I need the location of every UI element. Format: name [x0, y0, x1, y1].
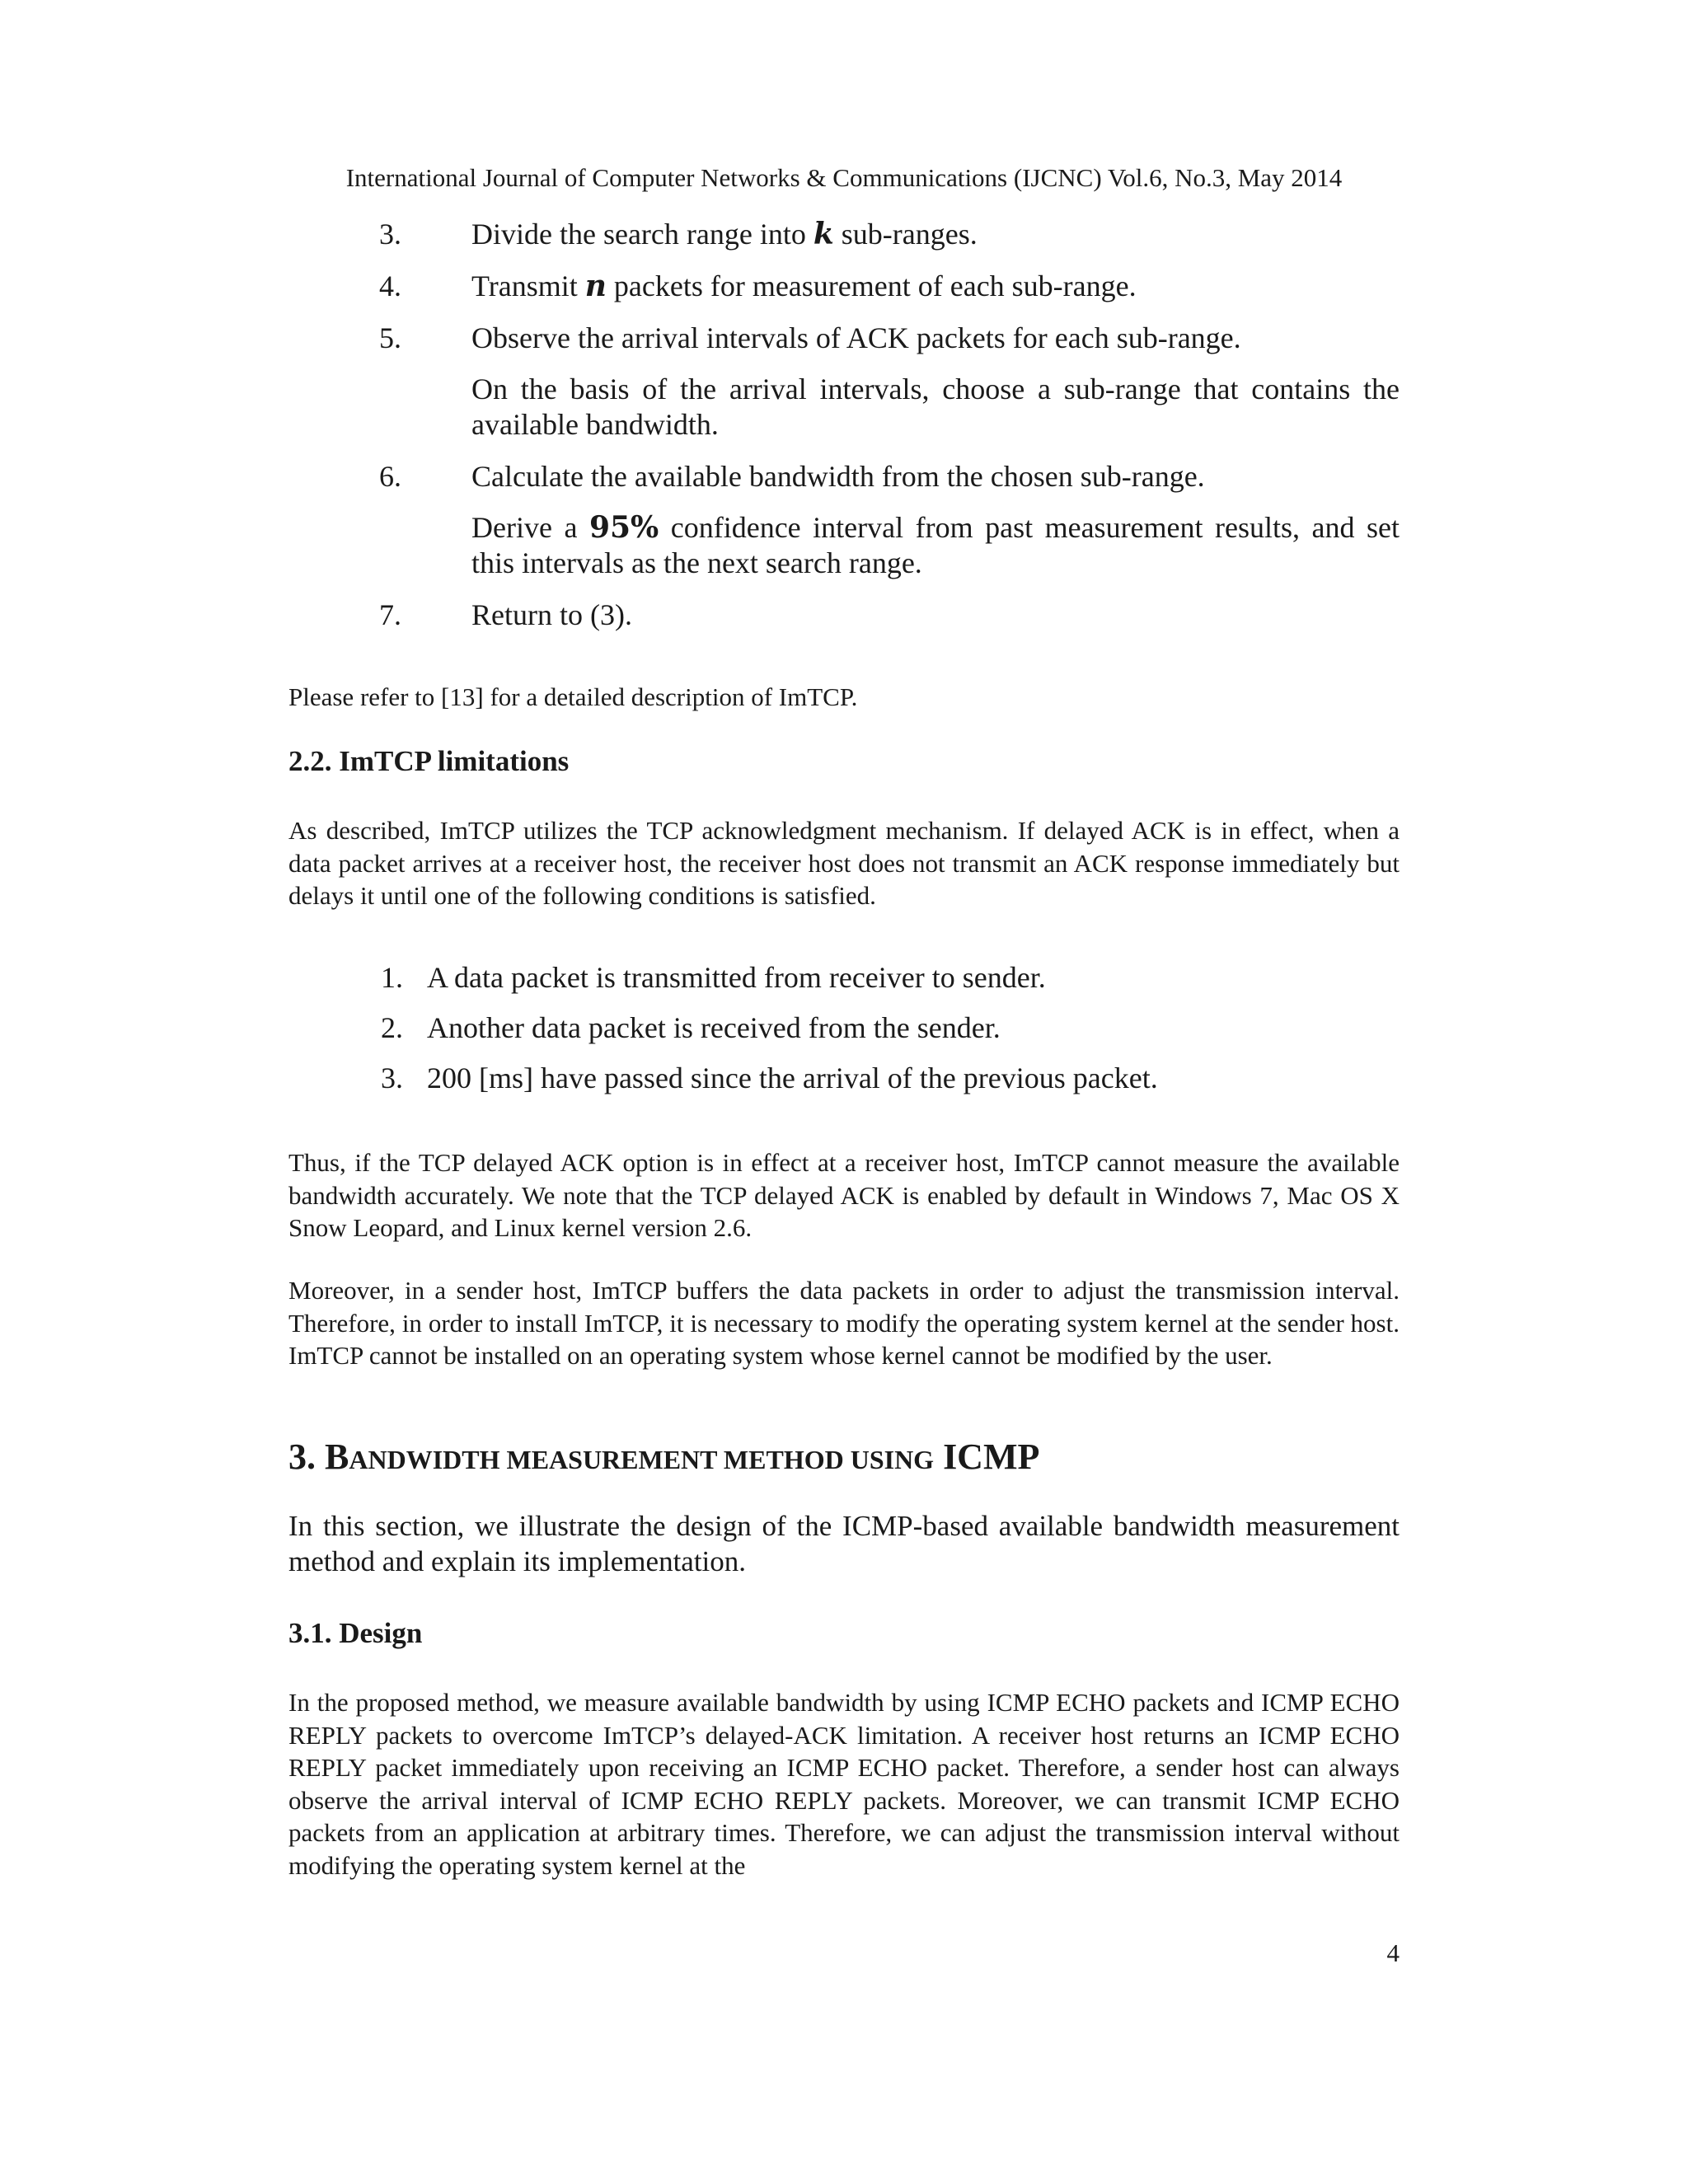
condition-number: 3.: [381, 1062, 403, 1094]
math-symbol: n: [584, 269, 607, 303]
step-note: On the basis of the arrival intervals, choose a sub-range that contains the available bandwidth.: [471, 373, 1400, 441]
condition-text: 200 [ms] have passed since the arrival of the previous packet.: [427, 1062, 1158, 1094]
step-number: 6.: [379, 460, 401, 493]
section-heading-3-1: 3.1. Design: [288, 1617, 423, 1649]
running-header: International Journal of Computer Networks & Communications (IJCNC) Vol.6, No.3, May 2014: [345, 163, 1343, 192]
step-item: [379, 458, 1400, 494]
conditions-list: [381, 959, 1400, 1110]
step-text: Observe the arrival intervals of ACK packets for each sub-range.: [471, 321, 1241, 354]
step-text: Return to (3).: [471, 598, 632, 631]
page-number: 4: [1386, 1938, 1400, 1967]
step-item: [379, 268, 1400, 304]
step-item: [379, 216, 1400, 252]
section-2-2-paragraph: Moreover, in a sender host, ImTCP buffers the data packets in order to adjust the transmission interval. Therefore, in order to install ImTCP, it is necessary to modify the operating system kernel at the sender host. ImTCP cannot be installed on an operating system whose kernel cannot be modified by the user.: [288, 1276, 1400, 1370]
section-3-intro: In this section, we illustrate the design of the ICMP-based available bandwidth measurement method and explain its implementation.: [288, 1510, 1400, 1577]
step-item: [379, 320, 1400, 356]
condition-text: Another data packet is received from the sender.: [427, 1011, 1001, 1044]
condition-number: 1.: [381, 961, 403, 994]
math-symbol: k: [813, 217, 834, 251]
condition-text: A data packet is transmitted from receiver to sender.: [427, 961, 1046, 994]
step-text: Transmit n packets for measurement of each sub-range.: [471, 269, 1137, 303]
step-number: 4.: [379, 269, 401, 302]
section-3-1-body: In the proposed method, we measure available bandwidth by using ICMP ECHO packets and ICMP ECHO REPLY packets to overcome ImTCP’s delayed-ACK limitation. A receiver host returns an ICMP ECHO REPLY packet immediately upon receiving an ICMP ECHO packet. Therefore, a sender host can always observe the arrival interval of ICMP ECHO REPLY packets. Moreover, we can transmit ICMP ECHO packets from an application at arbitrary times. Therefore, we can adjust the transmission interval without modifying the operating system kernel at the: [288, 1688, 1400, 1880]
reference-paragraph: Please refer to [13] for a detailed description of ImTCP.: [288, 682, 858, 711]
step-text: Calculate the available bandwidth from the chosen sub-range.: [471, 460, 1205, 493]
step-note: Derive a 95% confidence interval from past measurement results, and set this intervals as the next search range.: [471, 510, 1400, 579]
condition-item: [381, 1010, 1400, 1046]
section-2-2-intro: As described, ImTCP utilizes the TCP acknowledgment mechanism. If delayed ACK is in effect, when a data packet arrives at a receiver host, the receiver host does not transmit an ACK response immediately but delays it until one of the following conditions is satisfied.: [288, 816, 1400, 910]
section-heading-2-2: 2.2. ImTCP limitations: [288, 745, 570, 777]
step-number: 7.: [379, 598, 401, 631]
step-number: 3.: [379, 218, 401, 251]
condition-item: [381, 959, 1400, 996]
section-heading-3: 3. BANDWIDTH MEASUREMENT METHOD USING ICMP: [288, 1436, 1040, 1477]
condition-number: 2.: [381, 1011, 403, 1044]
condition-item: [381, 1060, 1400, 1096]
section-2-2-paragraph: Thus, if the TCP delayed ACK option is in effect at a receiver host, ImTCP cannot measure the available bandwidth accurately. We note that the TCP delayed ACK is enabled by default in Windows 7, Mac OS X Snow Leopard, and Linux kernel version 2.6.: [288, 1148, 1400, 1242]
step-text: Divide the search range into k sub-ranges.: [471, 217, 978, 251]
step-item: [379, 597, 1400, 633]
step-number: 5.: [379, 321, 401, 354]
algorithm-steps: [379, 216, 1400, 633]
math-symbol: 95%: [588, 510, 659, 545]
